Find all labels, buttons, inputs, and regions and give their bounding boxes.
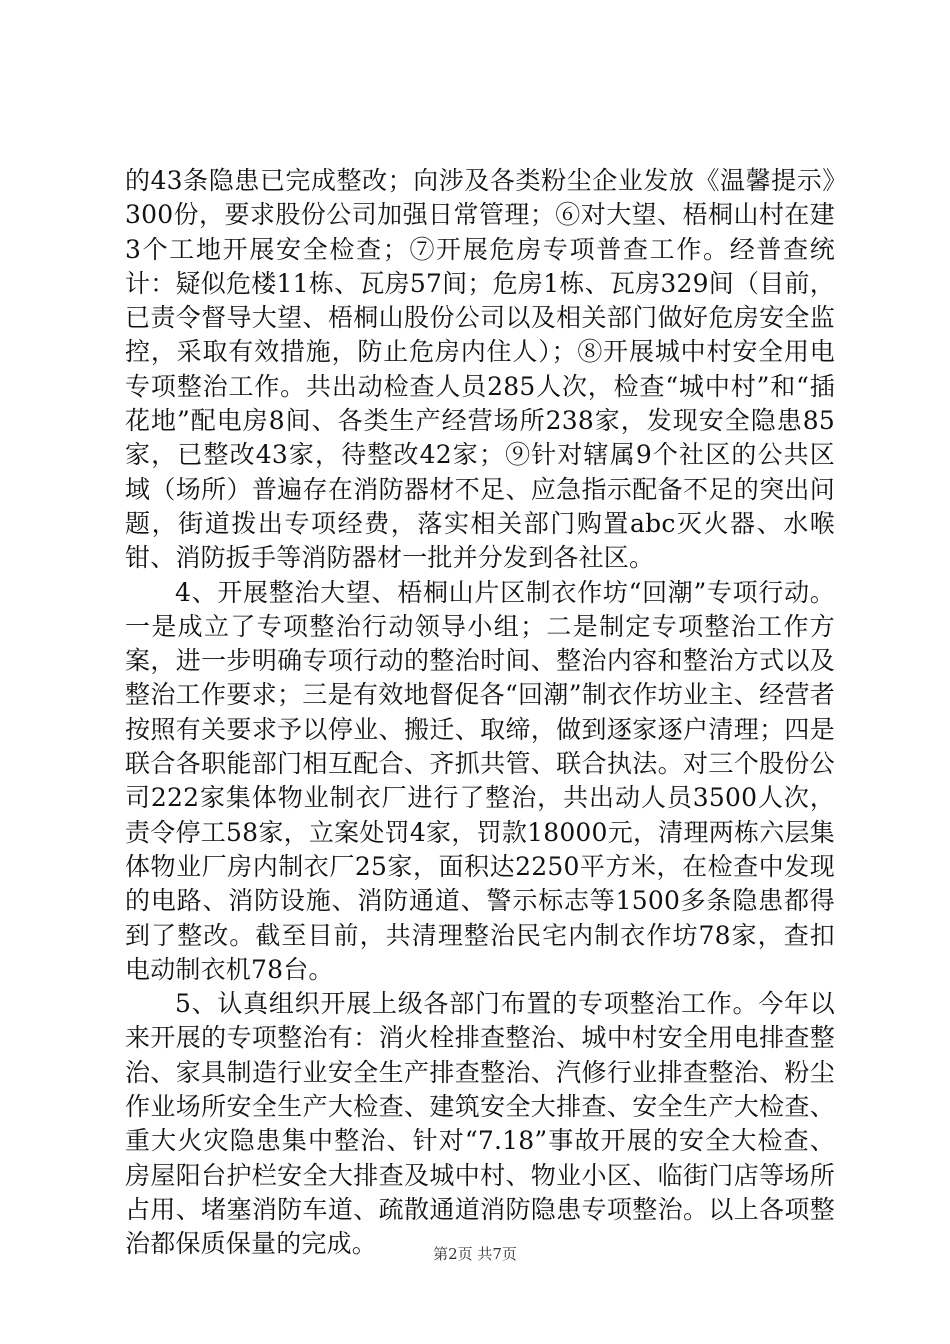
- paragraph-continued: 的43条隐患已完成整改；向涉及各类粉尘企业发放《温馨提示》300份，要求股份公司加强日常管理；⑥对大望、梧桐山村在建3个工地开展安全检查；⑦开展危房专项普查工作。经普查统计：疑似危楼11栋、瓦房57间；危房1栋、瓦房329间（目前，已责令督导大望、梧桐山股份公司以及相关部门做好危房安全监控，采取有效措施，防止危房内住人）；⑧开展城中村安全用电专项整治工作。共出动检查人员285人次，检查“城中村”和“插花地”配电房8间、各类生产经营场所238家，发现安全隐患85家，已整改43家，待整改42家；⑨针对辖属9个社区的公共区域（场所）普遍存在消防器材不足、应急指示配备不足的突出问题，街道拨出专项经费，落实相关部门购置abc灭火器、水喉钳、消防扳手等消防器材一批并分发到各社区。: [125, 166, 835, 573]
- paragraph-item-4: 4、开展整治大望、梧桐山片区制衣作坊“回潮”专项行动。一是成立了专项整治行动领导小组；二是制定专项整治工作方案，进一步明确专项行动的整治时间、整治内容和整治方式以及整治工作要求；三是有效地督促各“回潮”制衣作坊业主、经营者按照有关要求予以停业、搬迁、取缔，做到逐家逐户清理；四是联合各职能部门相互配合、齐抓共管、联合执法。对三个股份公司222家集体物业制衣厂进行了整治，共出动人员3500人次，责令停工58家，立案处罚4家，罚款18000元，清理两栋六层集体物业厂房内制衣厂25家，面积达2250平方米，在检查中发现的电路、消防设施、消防通道、警示标志等1500多条隐患都得到了整改。截至目前，共清理整治民宅内制衣作坊78家，查扣电动制衣机78台。: [125, 577, 835, 984]
- document-body: [125, 164, 835, 1262]
- paragraph-item-5: 5、认真组织开展上级各部门布置的专项整治工作。今年以来开展的专项整治有：消火栓排查整治、城中村安全用电排查整治、家具制造行业安全生产排查整治、汽修行业排查整治、粉尘作业场所安全生产大检查、建筑安全大排查、安全生产大检查、重大火灾隐患集中整治、针对“7.18”事故开展的安全大检查、房屋阳台护栏安全大排查及城中村、物业小区、临街门店等场所占用、堵塞消防车道、疏散通道消防隐患专项整治。以上各项整治都保质保量的完成。: [125, 989, 835, 1259]
- page-number-footer: 第2页 共7页: [433, 1245, 517, 1263]
